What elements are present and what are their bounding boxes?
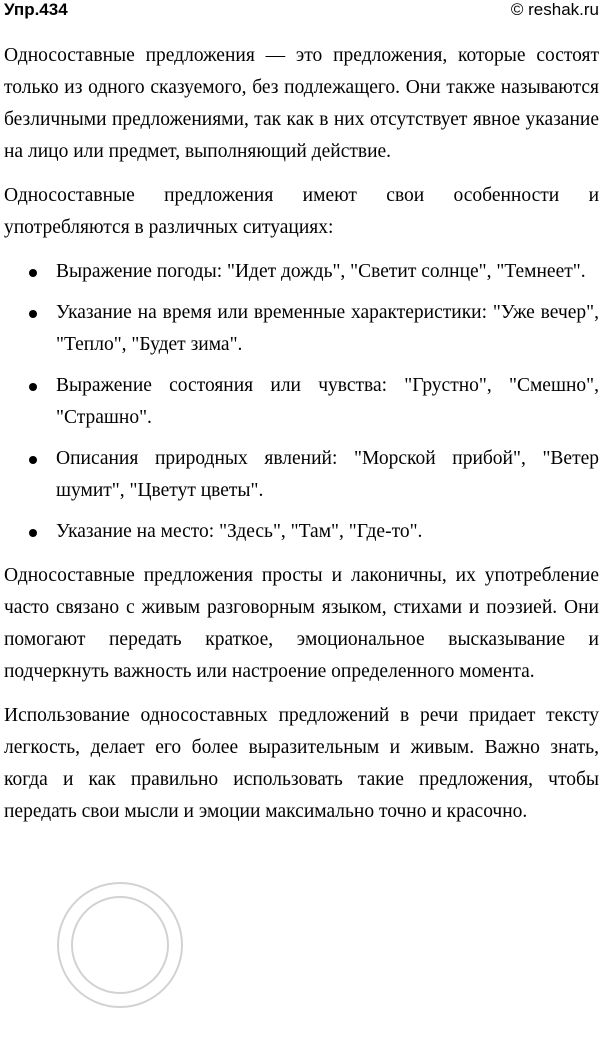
page-header [0, 0, 603, 24]
list-item-text: Указание на время или временные характеристики: "Уже вечер", "Тепло", "Будет зима". [56, 302, 599, 355]
list-item-text: Описания природных явлений: "Морской прибой", "Ветер шумит", "Цветут цветы". [56, 448, 599, 501]
bullet-icon [29, 310, 37, 318]
watermark-inner-ring [52, 877, 188, 1013]
paragraph-features: Односоставные предложения имеют свои особенности и употребляются в различных ситуациях: [4, 185, 599, 238]
bullet-icon [29, 383, 37, 391]
site-credit[interactable]: © reshak.ru [510, 0, 599, 19]
paragraph-usage: Использование односоставных предложений в речи придает тексту легкость, делает его более выразительным и живым. Важно знать, когда и как правильно использовать такие предложения, чтобы передать свои мысли и эмоции максимально точно и красочно. [4, 705, 599, 822]
watermark-logo [20, 845, 220, 1045]
list-item [4, 256, 599, 288]
bullet-icon [29, 269, 37, 277]
list-item [4, 297, 599, 361]
list-item [4, 443, 599, 507]
usage-list [4, 256, 599, 548]
list-item-text: Выражение состояния или чувства: "Грустно", "Смешно", "Страшно". [56, 375, 599, 428]
paragraph-definition: Односоставные предложения — это предложения, которые состоят только из одного сказуемого, без подлежащего. Они также называются безличными предложениями, так как в них отсутствует явное указание на лицо или предмет, выполняющий действие. [4, 45, 599, 162]
list-item-text: Выражение погоды: "Идет дождь", "Светит солнце", "Темнеет". [56, 261, 586, 282]
list-item-text: Указание на место: "Здесь", "Там", "Где-то". [56, 521, 423, 542]
exercise-title: Упр.434 [4, 0, 68, 19]
list-item [4, 516, 599, 548]
paragraph-style: Односоставные предложения просты и лаконичны, их употребление часто связано с живым разговорным языком, стихами и поэзией. Они помогают передать краткое, эмоциональное высказывание и подчеркнуть важность или настроение определенного момента. [4, 565, 599, 682]
list-item [4, 370, 599, 434]
answer-text [4, 40, 599, 840]
bullet-icon [29, 456, 37, 464]
watermark-ring [32, 857, 207, 1032]
bullet-icon [29, 529, 37, 537]
